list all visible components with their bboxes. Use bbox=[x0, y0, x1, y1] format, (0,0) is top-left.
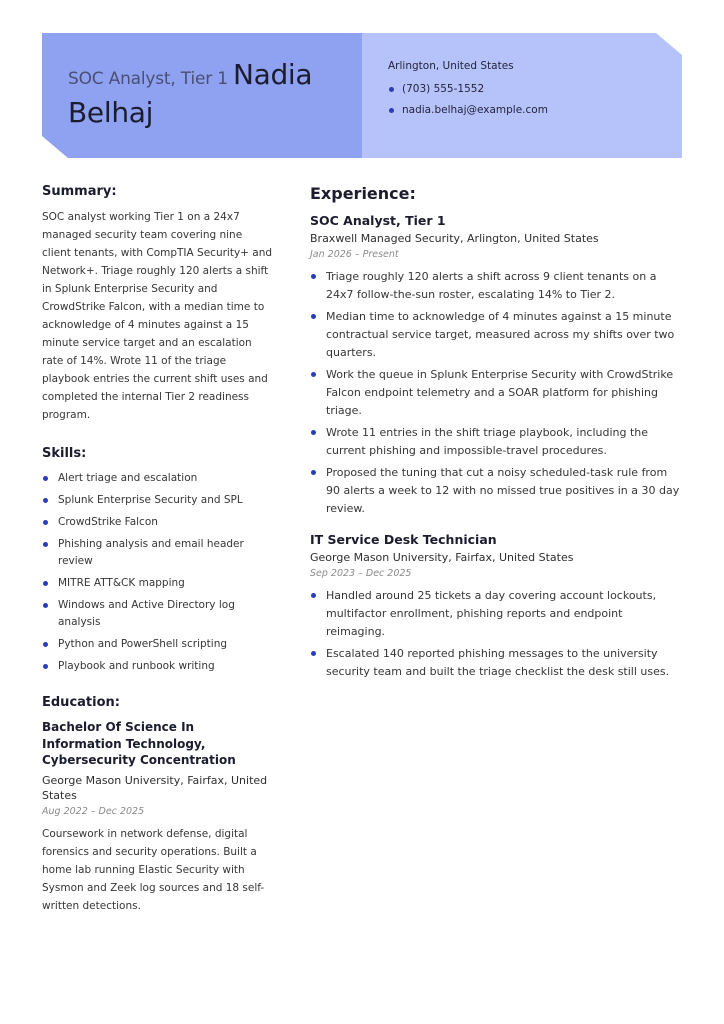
summary-text: SOC analyst working Tier 1 on a 24x7 managed security team covering nine client tenants, with CompTIA Security+ and Network+. Triage roughly 120 alerts a shift in Splunk Enterprise Security and CrowdStrike Falcon, with a median time to acknowledge of 4 minutes against a 15 minute service target and an escalation rate of 14%. Wrote 11 of the triage playbook entries the current shift uses and completed the internal Tier 2 readiness program. bbox=[42, 211, 273, 421]
job-bullet: Triage roughly 120 alerts a shift across 9 client tenants on a 24x7 follow-the-sun roster, escalating 14% to Tier 2. bbox=[310, 268, 684, 304]
location: Arlington, United States bbox=[388, 60, 514, 72]
skill-item: Alert triage and escalation bbox=[42, 470, 274, 487]
summary-heading: Summary: bbox=[42, 184, 117, 199]
skill-item: CrowdStrike Falcon bbox=[42, 514, 274, 531]
skill-item: Phishing analysis and email header review bbox=[42, 536, 274, 570]
skill-item: Playbook and runbook writing bbox=[42, 658, 274, 675]
header-title bbox=[68, 58, 358, 134]
skill-item: MITRE ATT&CK mapping bbox=[42, 575, 274, 592]
experience-heading: Experience: bbox=[310, 184, 416, 203]
job-bullet: Median time to acknowledge of 4 minutes against a 15 minute contractual service target, measured across my shifts over two quarters. bbox=[310, 308, 684, 362]
skills-heading: Skills: bbox=[42, 446, 87, 461]
skills-section bbox=[42, 446, 274, 675]
job-employer: Braxwell Managed Security, Arlington, United States bbox=[310, 232, 599, 245]
job-bullets bbox=[310, 268, 684, 518]
job-bullets bbox=[310, 587, 684, 681]
candidate-name: Nadia Belhaj bbox=[68, 58, 313, 129]
right-column bbox=[310, 184, 684, 685]
job-bullet: Escalated 140 reported phishing messages to the university security team and built the triage checklist the desk still uses. bbox=[310, 645, 684, 681]
job-entry bbox=[310, 532, 684, 681]
skill-item: Splunk Enterprise Security and SPL bbox=[42, 492, 274, 509]
job-bullet: Handled around 25 tickets a day covering account lockouts, multifactor enrollment, phishing reports and endpoint reimaging. bbox=[310, 587, 684, 641]
school: George Mason University, Fairfax, United States bbox=[42, 773, 268, 802]
job-dates: Jan 2026 – Present bbox=[310, 249, 399, 260]
email: nadia.belhaj@example.com bbox=[388, 104, 548, 116]
job-bullet: Proposed the tuning that cut a noisy scheduled-task rule from 90 alerts a week to 12 with no missed true positives in a 30 day review. bbox=[310, 464, 684, 518]
job-title: IT Service Desk Technician bbox=[310, 532, 497, 547]
job-entry bbox=[310, 213, 684, 518]
job-bullet: Work the queue in Splunk Enterprise Security with CrowdStrike Falcon endpoint telemetry and a SOAR platform for phishing triage. bbox=[310, 366, 684, 420]
job-dates: Sep 2023 – Dec 2025 bbox=[310, 568, 412, 579]
contact-block bbox=[388, 60, 548, 125]
education-dates: Aug 2022 – Dec 2025 bbox=[42, 805, 145, 817]
job-role: SOC Analyst, Tier 1 bbox=[68, 69, 228, 89]
left-column bbox=[42, 184, 274, 915]
phone: (703) 555-1552 bbox=[388, 83, 548, 95]
degree: Bachelor Of Science In Information Technology, Cybersecurity Concentration bbox=[42, 720, 236, 767]
job-bullet: Wrote 11 entries in the shift triage playbook, including the current phishing and impossible-travel procedures. bbox=[310, 424, 684, 460]
education-heading: Education: bbox=[42, 695, 120, 710]
job-title: SOC Analyst, Tier 1 bbox=[310, 213, 446, 228]
contact-list bbox=[388, 83, 548, 116]
job-employer: George Mason University, Fairfax, United States bbox=[310, 551, 574, 564]
education-description: Coursework in network defense, digital forensics and security operations. Built a home lab running Elastic Security with Sysmon and Zeek log sources and 18 self-written detections. bbox=[42, 827, 265, 912]
skills-list bbox=[42, 470, 274, 675]
skill-item: Windows and Active Directory log analysis bbox=[42, 597, 274, 631]
summary-section bbox=[42, 184, 274, 424]
education-section bbox=[42, 695, 274, 915]
skill-item: Python and PowerShell scripting bbox=[42, 636, 274, 653]
